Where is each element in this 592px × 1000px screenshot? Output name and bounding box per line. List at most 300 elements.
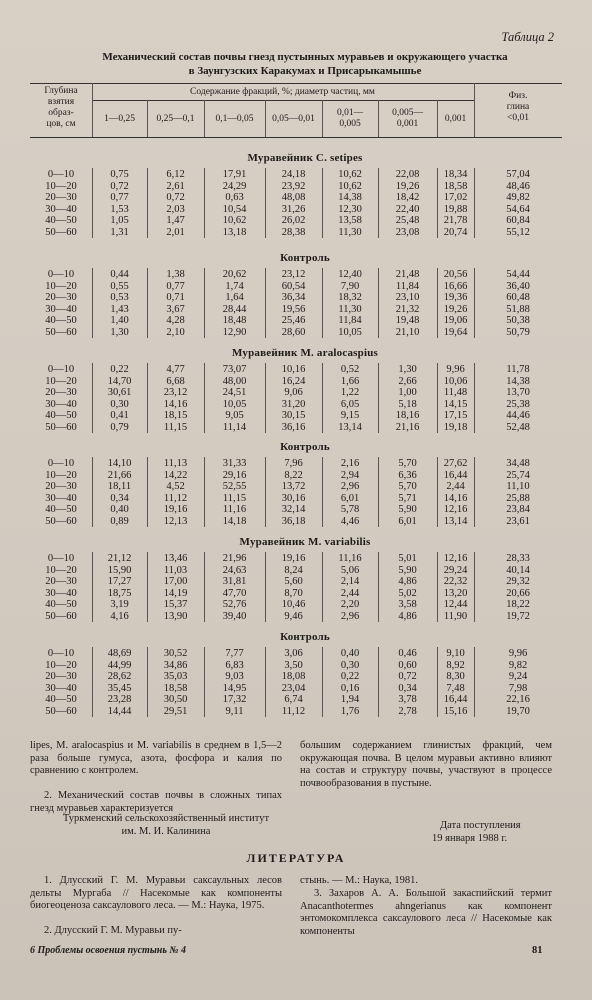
value-cell: 20,56: [443, 269, 468, 280]
table-row: [30, 169, 560, 180]
value-cell: 52,48: [506, 422, 530, 433]
value-cell: 6,05: [340, 398, 360, 410]
fraction-column-header-line: 0,001: [396, 119, 419, 129]
value-cell: 22,08: [395, 169, 420, 180]
table-row: [30, 292, 560, 303]
depth-cell: 30—40: [45, 203, 77, 215]
column-rule: [437, 457, 438, 527]
value-cell: 3,58: [398, 599, 417, 611]
header-top-rule: [30, 83, 562, 84]
depth-cell: 0—10: [47, 553, 75, 564]
column-rule: [474, 552, 475, 622]
value-cell: 7,77: [225, 648, 244, 659]
value-cell: 0,22: [340, 671, 360, 683]
value-cell: 2,10: [166, 327, 185, 338]
value-cell: 0,22: [110, 364, 129, 375]
column-rule: [92, 168, 93, 238]
value-cell: 60,48: [506, 292, 530, 304]
value-cell: 23,28: [107, 694, 132, 706]
value-cell: 31,20: [281, 398, 306, 410]
value-cell: 7,90: [340, 280, 360, 292]
column-rule: [147, 457, 148, 527]
depth-cell: 40—50: [45, 215, 77, 227]
column-rule: [437, 268, 438, 338]
column-rule: [437, 100, 438, 137]
value-cell: 9,10: [446, 648, 465, 659]
value-cell: 10,62: [338, 180, 362, 192]
value-cell: 8,92: [446, 659, 465, 671]
value-cell: 13,70: [506, 387, 530, 399]
value-cell: 16,24: [281, 375, 306, 387]
value-cell: 34,86: [163, 659, 188, 671]
column-rule: [322, 168, 323, 238]
value-cell: 5,78: [340, 504, 360, 516]
value-cell: 0,79: [110, 422, 129, 433]
value-cell: 21,48: [395, 269, 420, 280]
column-rule: [265, 363, 266, 433]
table-row: [30, 327, 560, 338]
body-text-left-2: 2. Механический состав почвы в сложных типах гнезд муравьев характеризуется: [30, 790, 282, 814]
value-cell: 12,16: [443, 553, 468, 564]
value-cell: 19,72: [506, 611, 530, 622]
value-cell: 40,14: [506, 564, 530, 576]
value-cell: 13,58: [338, 215, 362, 227]
value-cell: 13,18: [222, 227, 247, 238]
table-row: [30, 565, 560, 576]
value-cell: 5,70: [398, 481, 417, 493]
column-rule: [378, 552, 379, 622]
column-rule: [92, 268, 93, 338]
header-bottom-rule: [30, 137, 562, 138]
value-cell: 30,50: [163, 694, 188, 706]
value-cell: 10,62: [338, 169, 362, 180]
depth-cell: 40—50: [45, 315, 77, 327]
value-cell: 20,62: [222, 269, 247, 280]
value-cell: 0,77: [110, 192, 129, 204]
value-cell: 7,96: [284, 458, 303, 469]
value-cell: 36,34: [281, 292, 306, 304]
value-cell: 60,84: [506, 215, 530, 227]
value-cell: 1,94: [340, 694, 360, 706]
fraction-column-header: [92, 114, 147, 125]
reference-1: 1. Длусский Г. М. Муравьи саксаульных лесов дельты Мургаба // Насекомые как компоненты биогеоценоза саксаулового леса. — М.: Наука, 1975.: [30, 875, 282, 912]
value-cell: 0,52: [340, 364, 360, 375]
value-cell: 1,05: [110, 215, 129, 227]
value-cell: 73,07: [222, 364, 247, 375]
value-cell: 57,04: [506, 169, 530, 180]
value-cell: 15,90: [107, 564, 132, 576]
section-title: Муравейник M. variabilis: [239, 536, 371, 548]
fraction-column-header-line: 0,001: [444, 114, 467, 124]
value-cell: 27,62: [443, 458, 468, 469]
column-rule: [322, 100, 323, 137]
value-cell: 12,90: [222, 327, 247, 338]
depth-cell: 10—20: [45, 180, 77, 192]
value-cell: 11,90: [443, 611, 468, 622]
value-cell: 10,62: [222, 215, 247, 227]
table-row: [30, 281, 560, 292]
value-cell: 12,44: [443, 599, 468, 611]
table-row: [30, 399, 560, 410]
value-cell: 11,12: [281, 706, 306, 717]
value-cell: 18,48: [222, 315, 247, 327]
value-cell: 5,60: [284, 576, 303, 588]
value-cell: 23,61: [506, 516, 530, 527]
column-rule: [378, 457, 379, 527]
value-cell: 22,32: [443, 576, 468, 588]
value-cell: 11,30: [338, 227, 362, 238]
depth-cell: 10—20: [45, 375, 77, 387]
value-cell: 17,15: [443, 410, 468, 422]
value-cell: 54,44: [506, 269, 530, 280]
value-cell: 22,40: [395, 203, 420, 215]
column-rule: [92, 457, 93, 527]
value-cell: 39,40: [222, 611, 247, 622]
value-cell: 6,74: [284, 694, 303, 706]
value-cell: 3,78: [398, 694, 417, 706]
value-cell: 34,48: [506, 458, 530, 469]
value-cell: 9,24: [508, 671, 528, 683]
column-rule: [147, 168, 148, 238]
value-cell: 36,18: [281, 516, 306, 527]
value-cell: 8,22: [284, 469, 303, 481]
table-row: [30, 599, 560, 610]
value-cell: 2,94: [340, 469, 360, 481]
value-cell: 19,70: [506, 706, 530, 717]
value-cell: 11,16: [338, 553, 362, 564]
depth-cell: 50—60: [45, 422, 77, 433]
table-row: [30, 215, 560, 226]
header-group-rule: [92, 100, 474, 101]
column-rule: [437, 363, 438, 433]
value-cell: 24,51: [222, 387, 247, 399]
fraction-column-header: [322, 108, 378, 130]
depth-cell: 40—50: [45, 599, 77, 611]
value-cell: 44,46: [506, 410, 530, 422]
depth-column-header: [30, 86, 92, 130]
table-row: [30, 576, 560, 587]
value-cell: 4,16: [110, 611, 129, 622]
depth-column-header-line: Глубина: [44, 86, 78, 96]
value-cell: 28,33: [506, 553, 530, 564]
depth-cell: 20—30: [45, 481, 77, 493]
value-cell: 23,12: [281, 269, 306, 280]
value-cell: 0,53: [110, 292, 129, 304]
value-cell: 29,16: [222, 469, 247, 481]
table-title: [60, 50, 550, 78]
depth-cell: 0—10: [47, 364, 75, 375]
value-cell: 11,30: [338, 303, 362, 315]
table-row: [30, 683, 560, 694]
depth-cell: 20—30: [45, 387, 77, 399]
table-row: [30, 204, 560, 215]
value-cell: 11,13: [163, 458, 188, 469]
value-cell: 5,90: [398, 564, 417, 576]
received-value: 19 января 1988 г.: [432, 832, 508, 844]
value-cell: 48,08: [281, 192, 306, 204]
value-cell: 24,63: [222, 564, 247, 576]
value-cell: 30,15: [281, 410, 306, 422]
value-cell: 13,72: [281, 481, 306, 493]
value-cell: 13,46: [163, 553, 188, 564]
value-cell: 28,44: [222, 303, 247, 315]
value-cell: 7,98: [508, 682, 528, 694]
value-cell: 0,55: [110, 280, 129, 292]
table-row: [30, 470, 560, 481]
value-cell: 17,02: [443, 192, 468, 204]
column-rule: [147, 552, 148, 622]
value-cell: 26,02: [281, 215, 306, 227]
value-cell: 18,75: [107, 587, 132, 599]
value-cell: 2,96: [340, 611, 360, 622]
value-cell: 0,46: [398, 648, 417, 659]
column-rule: [204, 647, 205, 717]
table-row: [30, 493, 560, 504]
table-row: [30, 611, 560, 622]
column-rule: [147, 647, 148, 717]
value-cell: 3,50: [284, 659, 303, 671]
column-rule: [92, 363, 93, 433]
value-cell: 1,43: [110, 303, 129, 315]
value-cell: 10,05: [338, 327, 362, 338]
value-cell: 21,66: [107, 469, 132, 481]
column-rule: [147, 100, 148, 137]
column-rule: [204, 552, 205, 622]
value-cell: 1,40: [110, 315, 129, 327]
value-cell: 19,48: [395, 315, 420, 327]
table-row: [30, 315, 560, 326]
value-cell: 11,78: [506, 364, 530, 375]
depth-cell: 30—40: [45, 682, 77, 694]
value-cell: 2,01: [166, 227, 185, 238]
value-cell: 28,60: [281, 327, 306, 338]
value-cell: 55,12: [506, 227, 530, 238]
value-cell: 1,47: [166, 215, 185, 227]
value-cell: 24,29: [222, 180, 247, 192]
depth-cell: 20—30: [45, 671, 77, 683]
value-cell: 3,67: [166, 303, 185, 315]
value-cell: 19,56: [281, 303, 306, 315]
depth-cell: 20—30: [45, 192, 77, 204]
column-rule: [474, 457, 475, 527]
reference-2-end: стынь. — М.: Наука, 1981.: [300, 875, 419, 886]
value-cell: 9,03: [225, 671, 244, 683]
column-rule: [92, 83, 93, 137]
value-cell: 18,16: [395, 410, 420, 422]
column-rule: [437, 552, 438, 622]
value-cell: 9,05: [225, 410, 244, 422]
value-cell: 13,90: [163, 611, 188, 622]
fraction-column-header-line: 0,1—0,05: [215, 114, 254, 124]
value-cell: 18,34: [443, 169, 468, 180]
value-cell: 11,14: [222, 422, 247, 433]
fractions-group-header: Содержание фракций, %; диаметр частиц, мм: [190, 87, 375, 97]
fraction-column-header-line: 0,005: [339, 119, 361, 129]
value-cell: 6,83: [225, 659, 244, 671]
section-title: Муравейник C. setipes: [247, 152, 363, 164]
value-cell: 23,08: [395, 227, 420, 238]
value-cell: 5,70: [398, 458, 417, 469]
value-cell: 21,12: [107, 553, 132, 564]
depth-cell: 40—50: [45, 504, 77, 516]
clay-column-header-line: глина: [506, 102, 530, 112]
table-row: [30, 706, 560, 717]
value-cell: 0,72: [110, 180, 129, 192]
value-cell: 2,16: [340, 458, 360, 469]
depth-cell: 10—20: [45, 564, 77, 576]
value-cell: 9,96: [508, 648, 528, 659]
table-row: [30, 458, 560, 469]
value-cell: 1,30: [110, 327, 129, 338]
value-cell: 23,04: [281, 682, 306, 694]
fraction-column-header-line: 1—0,25: [104, 114, 135, 124]
journal-footer: 6 Проблемы освоения пустынь № 4: [30, 945, 187, 956]
table-row: [30, 671, 560, 682]
column-rule: [147, 363, 148, 433]
value-cell: 10,16: [281, 364, 306, 375]
value-cell: 31,26: [281, 203, 306, 215]
reference-3: 3. Захаров А. А. Большой закаспийский термит Anacanthotermes ahngerianus как компонент энтомокомплекса саксаулового леса // Насекомые как компоненты: [300, 888, 552, 937]
table-row: [30, 364, 560, 375]
depth-cell: 30—40: [45, 303, 77, 315]
table-row: [30, 694, 560, 705]
section-title: Контроль: [280, 441, 330, 453]
institute-line-2: им. М. И. Калинина: [121, 825, 211, 837]
value-cell: 0,71: [166, 292, 185, 304]
value-cell: 12,13: [163, 516, 188, 527]
value-cell: 50,38: [506, 315, 530, 327]
value-cell: 2,96: [340, 481, 360, 493]
reference-2-start: 2. Длусский Г. М. Муравьи пу-: [44, 925, 182, 936]
value-cell: 13,14: [338, 422, 362, 433]
value-cell: 14,18: [222, 516, 247, 527]
fraction-column-header: [265, 114, 322, 125]
value-cell: 18,42: [395, 192, 420, 204]
column-rule: [378, 363, 379, 433]
value-cell: 14,16: [443, 492, 468, 504]
table-row: [30, 410, 560, 421]
fraction-column-header: [437, 114, 474, 125]
value-cell: 23,84: [506, 504, 530, 516]
value-cell: 8,24: [284, 564, 303, 576]
value-cell: 2,78: [398, 706, 417, 717]
value-cell: 0,89: [110, 516, 129, 527]
table-row: [30, 304, 560, 315]
value-cell: 2,14: [340, 576, 360, 588]
value-cell: 15,16: [443, 706, 468, 717]
value-cell: 22,16: [506, 694, 530, 706]
clay-column-header: [474, 91, 562, 124]
column-rule: [322, 363, 323, 433]
value-cell: 5,90: [398, 504, 417, 516]
value-cell: 6,01: [398, 516, 417, 527]
column-rule: [265, 168, 266, 238]
value-cell: 6,36: [398, 469, 417, 481]
column-rule: [437, 647, 438, 717]
value-cell: 10,54: [222, 203, 247, 215]
value-cell: 17,27: [107, 576, 132, 588]
value-cell: 9,46: [284, 611, 303, 622]
section-title: Муравейник M. aralocaspius: [231, 347, 379, 359]
table-row: [30, 181, 560, 192]
value-cell: 11,12: [163, 492, 188, 504]
value-cell: 19,64: [443, 327, 468, 338]
column-rule: [322, 457, 323, 527]
table-label: Таблица 2: [501, 30, 554, 44]
value-cell: 35,03: [163, 671, 188, 683]
value-cell: 17,32: [222, 694, 247, 706]
column-rule: [322, 268, 323, 338]
value-cell: 18,11: [107, 481, 132, 493]
value-cell: 17,00: [163, 576, 188, 588]
value-cell: 7,48: [446, 682, 465, 694]
value-cell: 14,10: [107, 458, 132, 469]
column-rule: [92, 552, 93, 622]
value-cell: 21,78: [443, 215, 468, 227]
value-cell: 8,30: [446, 671, 465, 683]
table-row: [30, 376, 560, 387]
clay-column-header-line: <0,01: [507, 113, 529, 123]
column-rule: [378, 268, 379, 338]
value-cell: 0,44: [110, 269, 129, 280]
depth-cell: 0—10: [47, 169, 75, 180]
table-row: [30, 660, 560, 671]
value-cell: 47,70: [222, 587, 247, 599]
table-row: [30, 387, 560, 398]
value-cell: 11,84: [338, 315, 362, 327]
value-cell: 0,34: [398, 682, 417, 694]
value-cell: 18,32: [338, 292, 362, 304]
value-cell: 0,16: [340, 682, 360, 694]
depth-cell: 10—20: [45, 280, 77, 292]
value-cell: 6,12: [166, 169, 185, 180]
value-cell: 3,06: [284, 648, 303, 659]
value-cell: 14,15: [443, 398, 468, 410]
value-cell: 14,70: [107, 375, 132, 387]
column-rule: [204, 268, 205, 338]
value-cell: 44,99: [107, 659, 132, 671]
depth-cell: 50—60: [45, 516, 77, 527]
depth-cell: 10—20: [45, 659, 77, 671]
value-cell: 11,48: [443, 387, 468, 399]
value-cell: 48,69: [107, 648, 132, 659]
fraction-column-header: [147, 114, 204, 125]
value-cell: 18,58: [443, 180, 468, 192]
depth-cell: 50—60: [45, 327, 77, 338]
value-cell: 2,03: [166, 203, 185, 215]
value-cell: 19,06: [443, 315, 468, 327]
value-cell: 5,71: [398, 492, 417, 504]
depth-cell: 20—30: [45, 292, 77, 304]
value-cell: 54,64: [506, 203, 530, 215]
column-rule: [265, 647, 266, 717]
value-cell: 1,66: [340, 375, 360, 387]
value-cell: 29,24: [443, 564, 468, 576]
page-number: 81: [532, 945, 543, 956]
value-cell: 30,61: [107, 387, 132, 399]
value-cell: 0,40: [110, 504, 129, 516]
value-cell: 16,66: [443, 280, 468, 292]
value-cell: 21,16: [395, 422, 420, 433]
value-cell: 1,00: [398, 387, 417, 399]
value-cell: 5,18: [398, 398, 417, 410]
value-cell: 19,26: [395, 180, 420, 192]
value-cell: 12,16: [443, 504, 468, 516]
value-cell: 12,40: [338, 269, 362, 280]
body-text-right: большим содержанием глинистых фракций, чем окружающая почва. В целом муравьи активно влияют на состав и структуру почвы, участвуют в процессе почвообразования в пустыне.: [300, 740, 552, 789]
value-cell: 11,10: [506, 481, 530, 493]
value-cell: 4,28: [166, 315, 185, 327]
